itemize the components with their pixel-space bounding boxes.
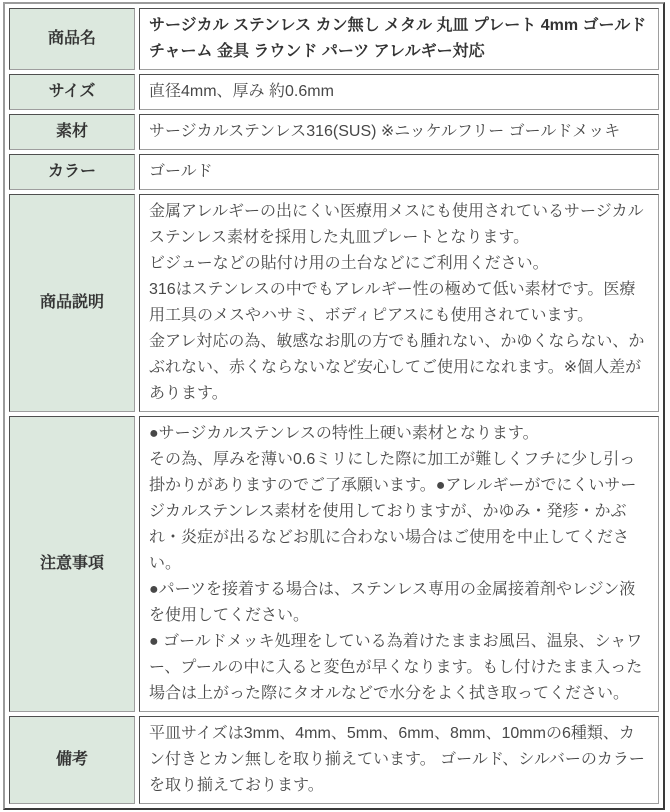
row-value-material xyxy=(139,114,659,150)
table-row-product-name xyxy=(9,8,659,70)
row-value-color xyxy=(139,154,659,190)
row-value-notes xyxy=(139,716,659,804)
paragraph: ゴールド xyxy=(149,163,213,180)
paragraph: サージカル ステンレス カン無し メタル 丸皿 プレート 4mm ゴールド チャーム 金具 ラウンド パーツ アレルギー対応 xyxy=(149,17,647,60)
row-header-product-name: 商品名 xyxy=(9,8,135,70)
paragraph: その為、厚みを薄い0.6ミリにした際に加工が難しくフチに少し引っ掛かりがありますのでご了承願います。●アレルギーがでにくいサージカルステンレス素材を使用しておりますが、かゆみ・発疹・かぶれ・炎症が出るなどお肌に合わない場合はご使用を中止してください。 xyxy=(149,451,637,572)
row-value-size xyxy=(139,74,659,110)
paragraph: 金属アレルギーの出にくい医療用メスにも使用されているサージカルステンレス素材を採用した丸皿プレートとなります。 xyxy=(149,203,644,246)
row-value-description xyxy=(139,194,659,412)
row-header-color: カラー xyxy=(9,154,135,190)
table-row-color xyxy=(9,154,659,190)
table-row-notes xyxy=(9,716,659,804)
spec-table-body xyxy=(9,8,659,804)
paragraph: 平皿サイズは3mm、4mm、5mm、6mm、8mm、10mmの6種類、カン付きとカン無しを取り揃えています。 ゴールド、シルバーのカラーを取り揃えております。 xyxy=(149,725,645,794)
paragraph: ビジューなどの貼付け用の土台などにご利用ください。 xyxy=(149,255,549,272)
row-value-precautions xyxy=(139,416,659,712)
table-row-material xyxy=(9,114,659,150)
row-header-notes: 備考 xyxy=(9,716,135,804)
paragraph: ●パーツを接着する場合は、ステンレス専用の金属接着剤やレジン液を使用してください。 xyxy=(149,581,636,624)
paragraph: 316はステンレスの中でもアレルギー性の極めて低い素材です。医療用工具のメスやハサミ、ボディピアスにも使用されています。 xyxy=(149,281,636,324)
paragraph: ● ゴールドメッキ処理をしている為着けたままお風呂、温泉、シャワー、プールの中に入ると変色が早くなります。もし付けたまま入った場合は上がった際にタオルなどで水分をよく拭き取ってください。 xyxy=(149,633,643,702)
paragraph: 直径4mm、厚み 約0.6mm xyxy=(149,83,334,100)
paragraph: サージカルステンレス316(SUS) ※ニッケルフリー ゴールドメッキ xyxy=(149,123,621,140)
row-value-product-name xyxy=(139,8,659,70)
paragraph: ●サージカルステンレスの特性上硬い素材となります。 xyxy=(149,425,539,442)
table-row-precautions xyxy=(9,416,659,712)
table-row-size xyxy=(9,74,659,110)
paragraph: 金アレ対応の為、敏感なお肌の方でも腫れない、かゆくならない、かぶれない、赤くならないなど安心してご使用になれます。※個人差があります。 xyxy=(149,333,645,402)
table-row-description xyxy=(9,194,659,412)
row-header-precautions: 注意事項 xyxy=(9,416,135,712)
row-header-material: 素材 xyxy=(9,114,135,150)
product-spec-table xyxy=(3,2,665,810)
row-header-size: サイズ xyxy=(9,74,135,110)
row-header-description: 商品説明 xyxy=(9,194,135,412)
